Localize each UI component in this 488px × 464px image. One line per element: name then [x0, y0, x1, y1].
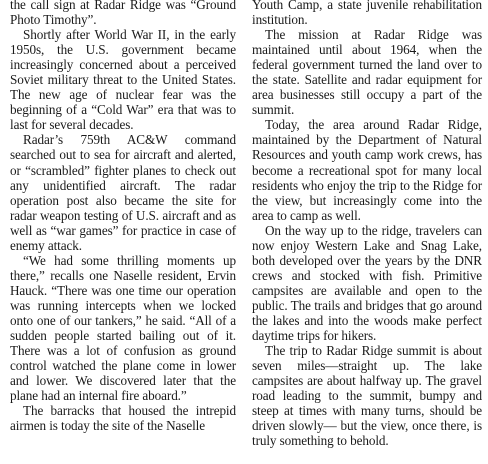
paragraph-summit-trip: The trip to Radar Ridge summit is about seven miles—straight up. The lake campsites are about halfway up. The gravel road leading to the summit, bumpy and steep at times with many turns, should be driven slowly— but the view, once there, is truly something to behold. [252, 343, 482, 449]
paragraph-lakes: On the way up to the ridge, travelers can now enjoy Western Lake and Snag Lake, both developed over the years by the DNR crews and stocked with fish. Primitive campsites are available and open to the public. The trails and bridges that go around the lakes and into the woods make perfect daytime trips for hikers. [252, 222, 482, 344]
paragraph-radar-command: Radar’s 759th AC&W command searched out to sea for aircraft and alerted, or “scrambled” fighter planes to check out any unidentified aircraft. The radar operation post also became the site for radar weapon testing of U.S. aircraft and as well as “war games” for practice in case of enemy attack. [10, 132, 236, 253]
right-column [252, 0, 482, 448]
paragraph-barracks: The barracks that housed the intrepid airmen is today the site of the Naselle [10, 403, 236, 434]
paragraph-today: Today, the area around Radar Ridge, maintained by the Department of Natural Resources and youth camp work crews, has become a recreational spot for many local residents who enjoy the trip to the Ridge for the view, but increasingly come into the area to camp as well. [252, 117, 482, 223]
paragraph-hauck-quote: “We had some thrilling moments up there,” recalls one Naselle resident, Ervin Hauck. “There was one time our operation was running intercepts when we locked onto one of our tankers,” he said. “All of a sudden people started bailing out of it. There was a lot of confusion as ground control watched the plane come in lower and lower. We discovered later that the plane had an internal fire aboard.” [10, 252, 236, 404]
paragraph-call-sign: the call sign at Radar Ridge was “Ground Photo Timothy”. [10, 0, 236, 28]
paragraph-cold-war: Shortly after World War II, in the early 1950s, the U.S. government became increasingly concerned about a perceived Soviet military threat to the United States. The new age of nuclear fear was the beginning of a “Cold War” era that was to last for several decades. [10, 27, 236, 133]
left-column [10, 0, 236, 433]
paragraph-mission: The mission at Radar Ridge was maintained until about 1964, when the federal government turned the land over to the state. Satellite and radar equipment for area businesses still occupy a part of the summit. [252, 27, 482, 118]
paragraph-youth-camp: Youth Camp, a state juvenile rehabilitation institution. [252, 0, 482, 28]
